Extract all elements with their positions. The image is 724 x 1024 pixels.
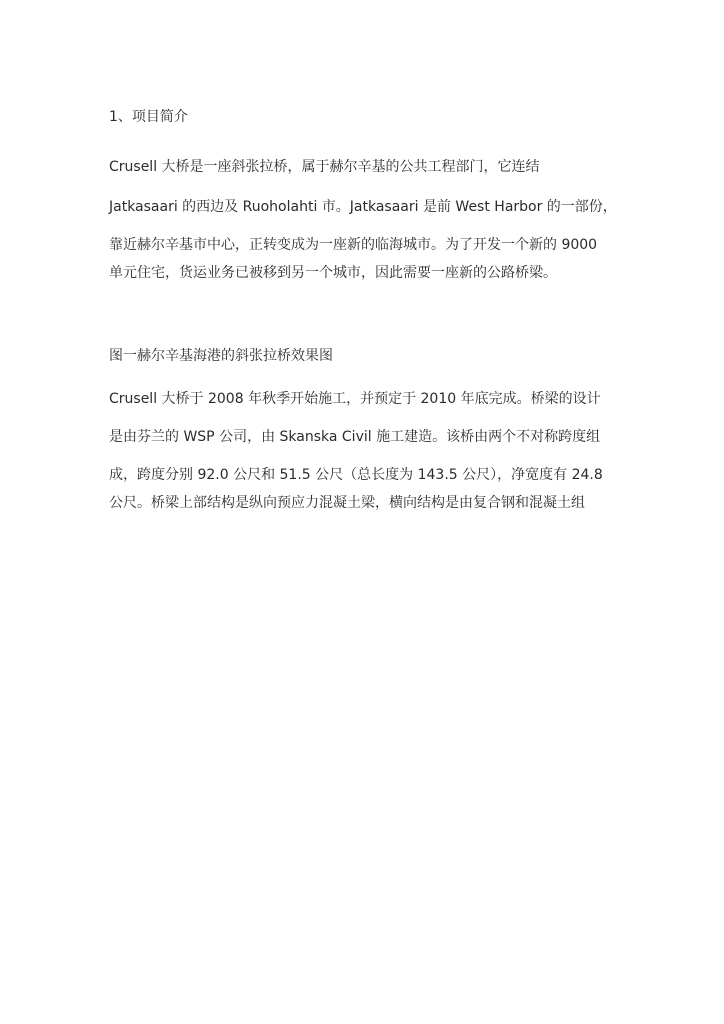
paragraph-1-line-1: Crusell 大桥是一座斜张拉桥，属于赫尔辛基的公共工程部门，它连结 (109, 159, 540, 175)
paragraph-1-line-2: Jatkasaari 的西边及 Ruoholahti 市。Jatkasaari 是前 West Harbor 的一部份， (109, 199, 617, 215)
paragraph-1-line-4: 单元住宅，货运业务已被移到另一个城市，因此需要一座新的公路桥梁。 (109, 265, 557, 281)
paragraph-2-line-4: 公尺。桥梁上部结构是纵向预应力混凝土梁，横向结构是由复合钢和混凝土组 (109, 495, 585, 511)
section-heading: 1、项目简介 (109, 109, 188, 125)
paragraph-2-line-3: 成，跨度分别 92.0 公尺和 51.5 公尺（总长度为 143.5 公尺），净宽度有 24.8 (109, 467, 603, 483)
figure-caption: 图一赫尔辛基海港的斜张拉桥效果图 (109, 348, 333, 364)
paragraph-2-line-1: Crusell 大桥于 2008 年秋季开始施工，并预定于 2010 年底完成。桥梁的设计 (109, 391, 601, 407)
paragraph-1-line-3: 靠近赫尔辛基市中心，正转变成为一座新的临海城市。为了开发一个新的 9000 (109, 237, 598, 253)
paragraph-2-line-2: 是由芬兰的 WSP 公司，由 Skanska Civil 施工建造。该桥由两个不对称跨度组 (109, 429, 601, 445)
